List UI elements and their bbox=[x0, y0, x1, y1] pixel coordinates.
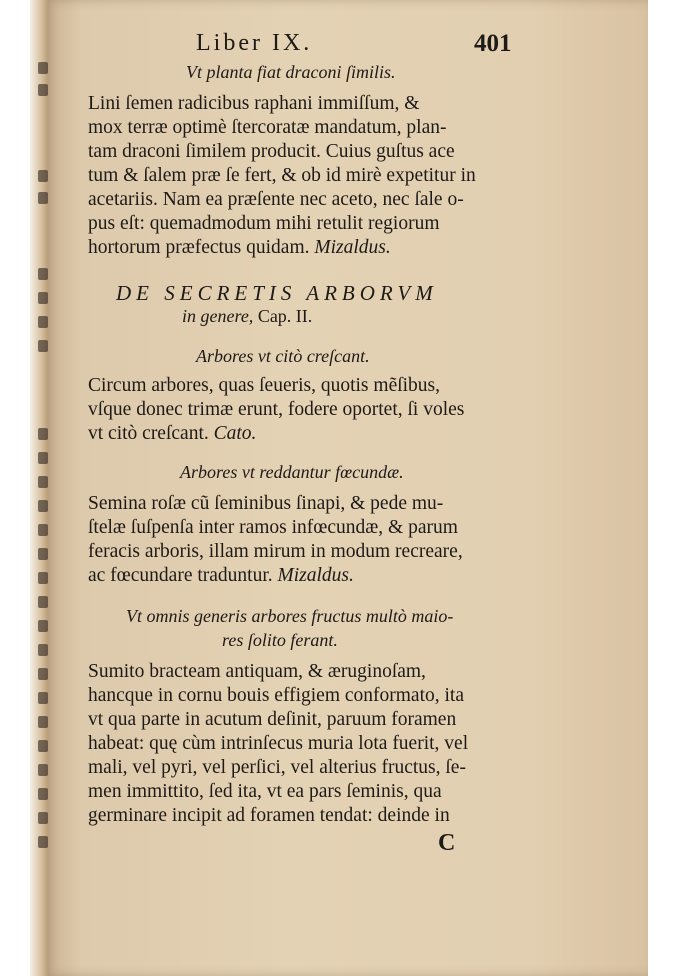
text-line: Semina roſæ cũ ſeminibus ſinapi, & pede mu- bbox=[88, 493, 444, 514]
margin-mark bbox=[38, 740, 48, 752]
running-head: Liber IX. bbox=[196, 30, 313, 56]
text-line: acetariis. Nam ea præſente nec aceto, nec ſale o- bbox=[88, 189, 464, 210]
margin-mark bbox=[38, 548, 48, 560]
margin-mark bbox=[38, 812, 48, 824]
margin-mark bbox=[38, 836, 48, 848]
section-heading-continued: res ſolito ferant. bbox=[222, 630, 338, 650]
author-citation: Mizaldus. bbox=[277, 565, 354, 586]
chapter-subtitle-italic: in genere, bbox=[182, 306, 254, 326]
text-line: tum & ſalem præ ſe fert, & ob id mirè expetitur in bbox=[88, 165, 476, 186]
section-heading: Vt planta fiat draconi ſimilis. bbox=[186, 62, 396, 82]
chapter-title: DE SECRETIS ARBORVM bbox=[116, 281, 438, 305]
margin-mark bbox=[38, 500, 48, 512]
text-line: vſque donec trimæ erunt, fodere oportet, ſi voles bbox=[88, 399, 465, 420]
paragraph bbox=[88, 374, 520, 446]
margin-mark bbox=[38, 170, 48, 182]
text-line: ac fœcundare traduntur. bbox=[88, 565, 273, 586]
paragraph bbox=[88, 492, 520, 588]
text-line: germinare incipit ad foramen tendat: deinde in bbox=[88, 805, 450, 826]
page-number: 401 bbox=[474, 30, 512, 57]
text-line: vt citò creſcant. bbox=[88, 423, 209, 444]
margin-mark bbox=[38, 620, 48, 632]
text-line: men immittito, ſed ita, vt ea pars ſeminis, qua bbox=[88, 781, 442, 802]
margin-mark bbox=[38, 692, 48, 704]
binding-edge bbox=[30, 0, 48, 976]
margin-mark bbox=[38, 292, 48, 304]
paragraph bbox=[88, 92, 520, 260]
text-line: mali, vel pyri, vel perſici, vel alterius fructus, ſe- bbox=[88, 757, 466, 778]
author-citation: Mizaldus. bbox=[314, 237, 391, 258]
margin-mark bbox=[38, 596, 48, 608]
margin-mark bbox=[38, 268, 48, 280]
margin-mark bbox=[38, 788, 48, 800]
text-line: hancque in cornu bouis effigiem conformato, ita bbox=[88, 685, 464, 706]
text-line: tam draconi ſimilem producit. Cuius guſtus ace bbox=[88, 141, 455, 162]
text-line: Lini ſemen radicibus raphani immiſſum, & bbox=[88, 93, 420, 114]
margin-mark bbox=[38, 428, 48, 440]
text-line: mox terræ optimè ſtercoratæ mandatum, plan- bbox=[88, 117, 447, 138]
signature-mark: C bbox=[438, 830, 456, 856]
section-heading: Arbores vt citò creſcant. bbox=[196, 346, 370, 366]
text-line: habeat: quę cùm intrinſecus muria lota fuerit, vel bbox=[88, 733, 469, 754]
section-heading: Arbores vt reddantur fœcundæ. bbox=[180, 462, 404, 482]
text-line: Sumito bracteam antiquam, & æruginoſam, bbox=[88, 661, 426, 682]
chapter-subtitle bbox=[182, 306, 312, 327]
text-line: Circum arbores, quas ſeueris, quotis mẽſibus, bbox=[88, 375, 441, 396]
margin-mark bbox=[38, 192, 48, 204]
margin-mark bbox=[38, 316, 48, 328]
text-line: ſtelæ ſuſpenſa inter ramos infœcundæ, & parum bbox=[88, 517, 458, 538]
margin-mark bbox=[38, 476, 48, 488]
margin-mark bbox=[38, 452, 48, 464]
margin-mark bbox=[38, 668, 48, 680]
text-line: feracis arboris, illam mirum in modum recreare, bbox=[88, 541, 463, 562]
margin-mark bbox=[38, 340, 48, 352]
text-line: hortorum præfectus quidam. bbox=[88, 237, 310, 258]
margin-mark bbox=[38, 764, 48, 776]
section-heading: Vt omnis generis arbores fructus multò maio- bbox=[126, 606, 454, 626]
text-line: pus eſt: quemadmodum mihi retulit regiorum bbox=[88, 213, 440, 234]
margin-mark bbox=[38, 524, 48, 536]
author-citation: Cato. bbox=[213, 423, 257, 444]
margin-mark bbox=[38, 644, 48, 656]
margin-mark bbox=[38, 84, 48, 96]
margin-mark bbox=[38, 62, 48, 74]
paragraph bbox=[88, 660, 520, 828]
chapter-number: Cap. II. bbox=[257, 306, 313, 326]
margin-mark bbox=[38, 716, 48, 728]
text-line: vt qua parte in acutum deſinit, paruum foramen bbox=[88, 709, 457, 730]
margin-mark bbox=[38, 572, 48, 584]
